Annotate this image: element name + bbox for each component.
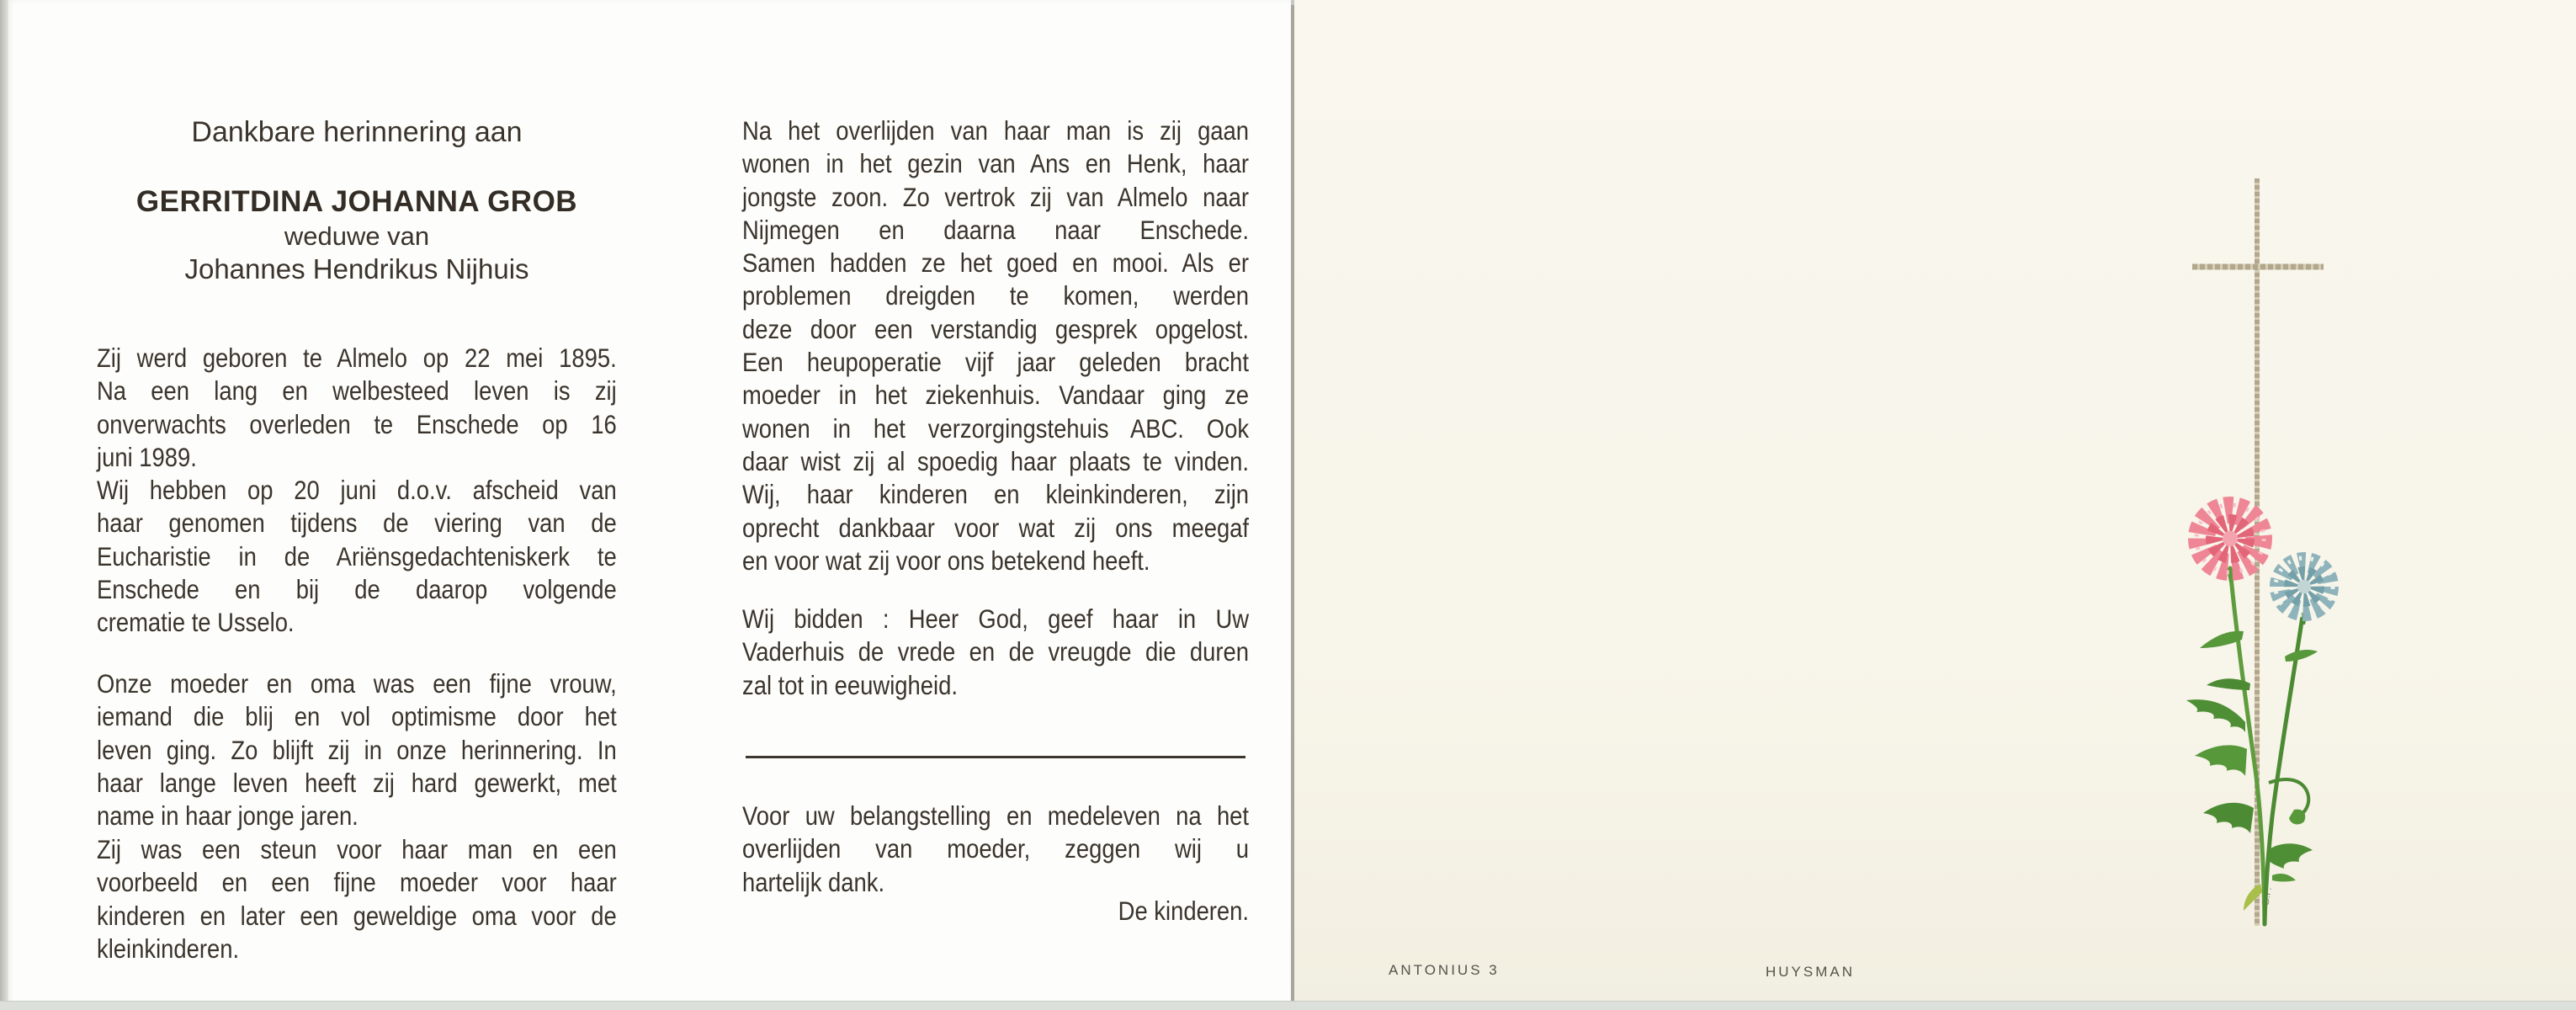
deceased-name: GERRITDINA JOHANNA GROB bbox=[135, 185, 578, 218]
text-line: Voor uw belangstelling en medeleven na het bbox=[742, 800, 1250, 831]
text-line: Enschede en bij de daarop volgende bbox=[97, 573, 617, 604]
text-line: Eucharistie in de Ariënsgedachteniskerk te bbox=[97, 540, 617, 571]
text-line: Vaderhuis de vrede en de vreugde die duren bbox=[742, 636, 1250, 667]
paragraph-birth bbox=[97, 342, 617, 474]
text-line: voorbeeld en een fijne moeder voor haar bbox=[97, 867, 617, 898]
text-line: juni 1989. bbox=[97, 441, 197, 472]
spouse-name: Johannes Hendrikus Nijhuis bbox=[184, 253, 529, 284]
printer-series-credit: ANTONIUS 3 bbox=[1389, 962, 1500, 978]
text-line: Wij, haar kinderen en kleinkinderen, zijn bbox=[742, 479, 1250, 510]
relation-label: weduwe van bbox=[284, 221, 430, 251]
text-line: haar lange leven heeft zij hard gewerkt, met bbox=[97, 767, 617, 798]
text-line: haar genomen tijdens de viering van de bbox=[97, 508, 617, 539]
text-line: Na een lang en welbesteed leven is zij bbox=[97, 375, 617, 407]
paragraph-life bbox=[742, 114, 1249, 577]
text-line: Zij was een steun voor haar man en een bbox=[97, 834, 617, 864]
blue-cornflower bbox=[2276, 558, 2333, 625]
scan-left-edge bbox=[0, 0, 8, 1010]
text-line: Wij hebben op 20 juni d.o.v. afscheid van bbox=[97, 475, 617, 505]
signoff-children: De kinderen. bbox=[1118, 896, 1250, 926]
foliage-leaves bbox=[2186, 631, 2318, 911]
text-line: Wij bidden : Heer God, geef haar in Uw bbox=[742, 603, 1250, 634]
text-line: name in haar jonge jaren. bbox=[97, 800, 359, 832]
text-line: oprecht dankbaar voor wat zij ons meegaf bbox=[742, 512, 1250, 543]
paragraph-farewell bbox=[97, 474, 617, 639]
text-line: overlijden van moeder, zeggen wij u bbox=[742, 833, 1250, 864]
text-line: wonen in het gezin van Ans en Henk, haar bbox=[742, 148, 1250, 179]
text-line: wonen in het verzorgingstehuis ABC. Ook bbox=[742, 412, 1250, 444]
text-line: Nijmegen en daarna naar Enschede. bbox=[742, 214, 1250, 245]
text-line: crematie te Usselo. bbox=[97, 607, 295, 638]
text-line: en voor wat zij voor ons betekend heeft. bbox=[742, 545, 1150, 576]
text-line: Zij werd geboren te Almelo op 22 mei 1895. bbox=[97, 343, 617, 373]
paragraph-memory bbox=[97, 667, 617, 832]
text-line: jongste zoon. Zo vertrok zij van Almelo naar bbox=[742, 181, 1250, 212]
text-line: iemand die blij en vol optimisme door het bbox=[97, 701, 617, 732]
text-line: kleinkinderen. bbox=[97, 933, 240, 964]
text-line: onverwachts overleden te Enschede op 16 bbox=[97, 408, 617, 439]
text-line: Na het overlijden van haar man is zij gaan bbox=[742, 115, 1250, 146]
text-line: Samen hadden ze het goed en mooi. Als er bbox=[742, 247, 1250, 279]
scan-bottom-edge bbox=[0, 1001, 2576, 1010]
text-line: hartelijk dank. bbox=[742, 866, 885, 897]
text-line: Onze moeder en oma was een fijne vrouw, bbox=[97, 668, 617, 699]
text-line: Een heupoperatie vijf jaar geleden bracht bbox=[742, 347, 1250, 378]
paragraph-support bbox=[97, 833, 617, 965]
text-line: zal tot in eeuwigheid. bbox=[742, 669, 958, 700]
flower-stems bbox=[2230, 568, 2302, 924]
paragraph-prayer bbox=[742, 603, 1249, 702]
text-line: problemen dreigden te komen, werden bbox=[742, 280, 1250, 311]
paragraph-thanks bbox=[742, 800, 1249, 899]
artist-initials: G.P. bbox=[2259, 885, 2275, 907]
text-line: deze door een verstandig gesprek opgelost. bbox=[742, 313, 1250, 344]
text-line: daar wist zij al spoedig haar plaats te vinden. bbox=[742, 445, 1250, 476]
cross-and-cornflowers-illustration bbox=[2146, 143, 2508, 951]
artist-credit: HUYSMAN bbox=[1766, 964, 1856, 980]
text-line: moeder in het ziekenhuis. Vandaar ging ze bbox=[742, 380, 1250, 411]
divider-rule bbox=[746, 756, 1246, 758]
card-title: Dankbare herinnering aan bbox=[191, 116, 523, 148]
text-line: leven ging. Zo blijft zij in onze herinnering. In bbox=[97, 734, 617, 765]
text-line: kinderen en later een geweldige oma voor de bbox=[97, 900, 617, 931]
pink-cornflower bbox=[2196, 505, 2264, 582]
